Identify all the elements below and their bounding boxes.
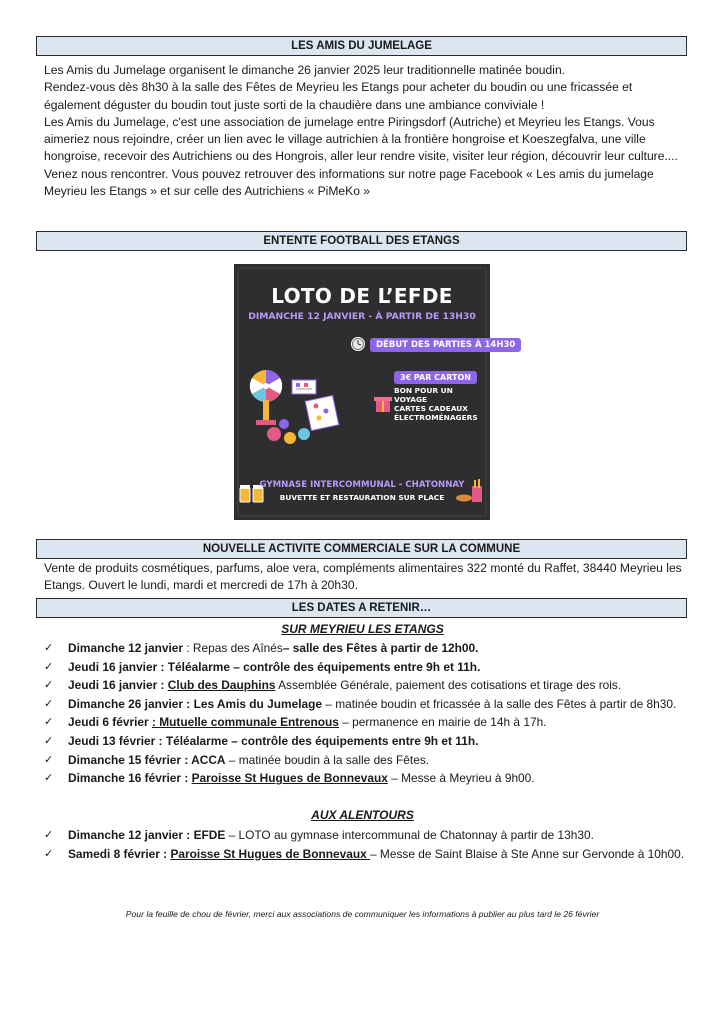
footer-note: Pour la feuille de chou de février, merci aux associations de communiquer les informations à publier au plus tard le 26 février [125,909,600,919]
check-mark-icon: ✓ [44,642,54,654]
date-item [44,639,694,658]
check-mark-icon: ✓ [44,829,54,841]
date-lead: Dimanche 15 février : ACCA [68,752,226,767]
jumelage-paragraph-3: Les Amis du Jumelage, c'est une association de jumelage entre Piringsdorf (Autriche) et Meyrieu les Etangs. Vous aimeriez nous rejoindre, créer un lien avec le village autrichien à la frontière hongroise et Koeszegfalva, une ville hongroise, recevoir des Autrichiens ou des Hongrois, aller leur rendre visite, visiter leur région, découvrir leur culture.... Venez nous rencontrer. Vous pouvez retrouver des informations sur notre page Facebook « Les amis du jumelage Meyrieu les Etangs » et sur celle des Autrichiens « PiMeKo » [44,114,678,199]
date-text: – Messe de Saint Blaise à Ste Anne sur Gervonde à 10h00. [370,846,684,861]
jumelage-paragraph-1: Les Amis du Jumelage organisent le dimanche 26 janvier 2025 leur traditionnelle matinée boudin. [44,63,566,77]
date-text: – permanence en mairie de 14h à 17h. [338,715,547,730]
date-text: – matinée boudin à la salle des Fêtes. [225,752,430,767]
date-text: : Repas des Aînés [183,641,283,655]
date-lead: Jeudi 16 janvier : Téléalarme – contrôle des équipements entre 9h et 11h. [68,659,481,674]
check-mark-icon: ✓ [44,716,54,729]
jumelage-text [44,62,689,200]
poster-date: DIMANCHE 12 JANVIER - À PARTIR DE 13H30 [248,311,476,322]
subtitle-meyrieu: SUR MEYRIEU LES ETANGS [281,622,444,636]
jumelage-paragraph-2: Rendez-vous dès 8h30 à la salle des Fêtes de Meyrieu les Etangs pour acheter du boudin ou une fricassée et également déguster du boudin tout juste sorti de la chaudière dans une ambiance conviviale ! [44,80,633,112]
section-header-commerce: NOUVELLE ACTIVITE COMMERCIALE SUR LA COMMUNE [36,539,687,559]
section-header-football: ENTENTE FOOTBALL DES ETANGS [36,231,687,251]
poster-prizes [394,386,486,422]
section-header-jumelage: LES AMIS DU JUMELAGE [36,36,687,56]
date-item [44,751,694,770]
poster-prize-line: CARTES CADEAUX [394,404,469,413]
poster-start-time: DÉBUT DES PARTIES À 14H30 [370,338,521,352]
date-text: – LOTO au gymnase intercommunal de Chatonnay à partir de 13h30. [225,828,594,842]
check-mark-icon: ✓ [44,679,54,692]
lottery-ticket-icon [292,380,316,394]
date-item [44,658,694,677]
check-mark-icon: ✓ [44,734,54,747]
poster-price: 3€ PAR CARTON [394,371,477,384]
commerce-text [44,560,689,595]
bingo-card-icon [305,395,339,430]
section-header-dates: LES DATES A RETENIR… [36,598,687,618]
date-text: Assemblée Générale, paiement des cotisations et tirage des rois. [275,678,622,693]
date-lead: Dimanche 16 février : [68,771,192,786]
subtitle-alentours: AUX ALENTOURS [311,808,414,822]
date-item [44,769,694,788]
date-item [44,676,694,695]
poster-prize-line: VOYAGE [394,395,428,404]
date-tail: – salle des Fêtes à partir de 12h00. [282,641,479,655]
poster-food: BUVETTE ET RESTAURATION SUR PLACE [279,493,445,502]
poster-venue: GYMNASE INTERCOMMUNAL - CHATONNAY [259,480,465,490]
date-item [44,695,694,714]
poster-prize-line: ÉLECTROMÉNAGERS [394,413,478,422]
date-organization: : Mutuelle communale Entrenous [151,715,339,730]
check-mark-icon: ✓ [44,697,54,710]
poster-title: LOTO DE L’EFDE [271,284,453,308]
check-mark-icon: ✓ [44,772,54,785]
date-lead: Jeudi 13 février : Téléalarme – contrôle des équipements entre 9h et 11h. [68,733,479,748]
date-lead: Dimanche 12 janvier : EFDE [68,828,226,842]
date-item [44,845,694,864]
date-text: – matinée boudin et fricassée à la salle des Fêtes à partir de 8h30. [321,696,677,711]
dates-list-meyrieu [44,639,694,788]
date-organization: Club des Dauphins [167,678,276,693]
check-mark-icon: ✓ [44,753,54,766]
date-item [44,826,694,845]
dates-list-alentours [44,826,694,863]
loto-poster [234,264,516,520]
date-organization: Paroisse St Hugues de Bonnevaux [170,846,371,861]
check-mark-icon: ✓ [44,660,54,673]
date-organization: Paroisse St Hugues de Bonnevaux [191,771,388,786]
date-lead: Dimanche 12 janvier [68,641,183,655]
date-item [44,732,694,751]
gift-icon [374,397,392,412]
date-lead: Jeudi 6 février [68,715,152,730]
date-lead: Samedi 8 février : [68,846,171,861]
date-text: – Messe à Meyrieu à 9h00. [387,771,535,786]
commerce-paragraph: Vente de produits cosmétiques, parfums, aloe vera, compléments alimentaires 322 monté du Raffet, 38440 Meyrieu les Etangs. Ouvert le lundi, mardi et mercredi de 17h à 20h30. [44,561,682,593]
clock-icon [351,337,365,351]
date-lead: Dimanche 26 janvier : Les Amis du Jumelage [68,696,322,711]
date-lead: Jeudi 16 janvier : [68,678,168,693]
check-mark-icon: ✓ [44,847,54,860]
poster-prize-line: BON POUR UN [394,386,453,395]
date-item [44,713,694,732]
